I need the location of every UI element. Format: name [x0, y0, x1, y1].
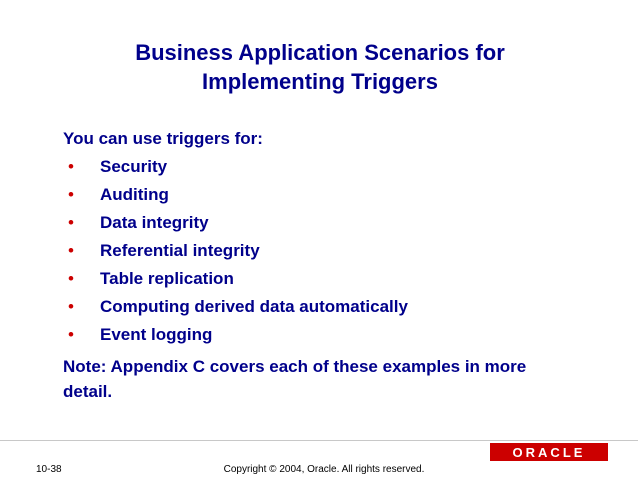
bullet-icon: •	[68, 297, 74, 316]
bullet-icon: •	[68, 185, 74, 204]
slide-title	[60, 38, 580, 96]
bullet-label: Event logging	[100, 325, 213, 344]
bullet-label: Security	[100, 157, 168, 176]
bullet-item-computing-derived-data	[63, 293, 408, 321]
bullet-label: Referential integrity	[100, 241, 260, 260]
bullet-icon: •	[68, 157, 74, 176]
bullet-icon: •	[68, 241, 74, 260]
oracle-logo	[490, 443, 608, 461]
bullet-item-auditing	[63, 181, 408, 209]
bullet-label: Table replication	[100, 269, 234, 288]
intro-text: You can use triggers for:	[63, 129, 263, 148]
bullet-list	[63, 153, 408, 349]
bullet-label: Computing derived data automatically	[100, 297, 408, 316]
bullet-item-security	[63, 153, 408, 181]
footer-divider	[0, 440, 638, 441]
page-number: 10-38	[36, 464, 62, 475]
bullet-item-event-logging	[63, 321, 408, 349]
bullet-icon: •	[68, 325, 74, 344]
bullet-item-table-replication	[63, 265, 408, 293]
oracle-logo-text: ORACLE	[512, 444, 586, 460]
bullet-label: Auditing	[100, 185, 169, 204]
bullet-icon: •	[68, 269, 74, 288]
bullet-label: Data integrity	[100, 213, 209, 232]
bullet-item-data-integrity	[63, 209, 408, 237]
bullet-icon: •	[68, 213, 74, 232]
note-text: Note: Appendix C covers each of these examples in more detail.	[63, 357, 527, 401]
bullet-item-referential-integrity	[63, 237, 408, 265]
copyright-notice: Copyright © 2004, Oracle. All rights reserved.	[223, 464, 425, 475]
slide-title-line-1: Business Application Scenarios for	[135, 40, 505, 65]
slide-title-line-2: Implementing Triggers	[202, 69, 438, 94]
